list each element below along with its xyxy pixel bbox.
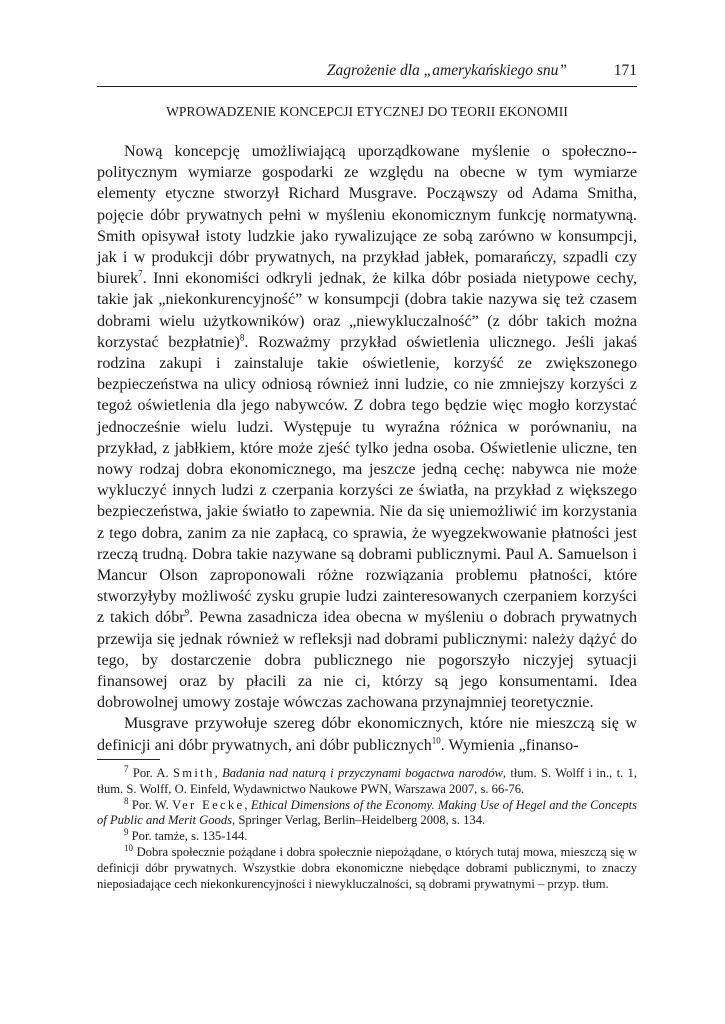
footnote-text: , — [244, 797, 251, 812]
footnote-author: Smith — [172, 766, 215, 780]
footnote-ref-7: 7 — [138, 268, 143, 279]
page-number: 171 — [613, 62, 637, 79]
footnote-8 — [97, 795, 638, 830]
main-text — [97, 141, 637, 756]
footnotes — [97, 763, 638, 892]
footnote-ref-8: 8 — [239, 332, 245, 343]
footnote-separator — [97, 759, 160, 760]
footnote-text: Por. W. — [128, 797, 173, 812]
paragraph-2-part-b: . Wymienia „finanso- — [440, 736, 579, 754]
footnote-author: Ver Eecke — [172, 797, 245, 812]
paragraph-1-part-a: Nową koncepcję umożliwiającą uporządkowane myślenie o społeczno--politycznym wymiarze gospodarki ze względu na obecne w tym wymiarze elementy etyczne stworzył Richard Musgrave. Począwszy od Adama Smitha, pojęcie dóbr prywatnych pełni w myśleniu ekonomicznym funkcję normatywną. Smith opisywał istoty ludzkie jako rywalizujące ze sobą zarówno w konsumpcji, jak i w produkcji dóbr prywatnych, na przykład jabłek, pomarańczy, szpadli czy biurek — [97, 143, 637, 288]
footnote-text: Por. tamże, s. 135-144. — [128, 829, 248, 844]
footnote-7 — [97, 763, 637, 798]
footnote-number: 8 — [124, 795, 129, 806]
footnote-book-title: Badania nad naturą i przyczynami bogactwa narodów — [222, 766, 503, 780]
paragraph-1-part-b: . Inni ekonomiści odkryli jednak, że kilka dóbr posiada nietypowe cechy, takie jak „niekonkurencyjność” w konsumpcji (dobra takie nazywa się też czasem dobrami wielu użytkowników) oraz „niewykluczalność” (z dóbr takich można korzystać bezpłatnie) — [97, 270, 637, 351]
paragraph-1-part-d: . Pewna zasadnicza idea obecna w myśleniu o dobrach prywatnych przewija się jednak również w refleksji nad dobrami publicznymi: należy dążyć do tego, by dostarczenie dobra publicznego nie pogorszyło niczyjej sytuacji finansowej oraz by płacili za nie ci, którzy są jego konsumentami. Idea dobrowolnej umowy zostaje wówczas zachowana przynajmniej teoretycznie. — [97, 609, 638, 712]
paragraph-2 — [97, 713, 637, 755]
running-title: Zagrożenie dla „amerykańskiego snu” — [326, 62, 567, 79]
footnote-text: , tłum. S. Wolff i in., t. 1, tłum. S. Wolff, O. Einfeld, Wydawnictwo Naukowe PWN, Warszawa 2007, s. 66-76. — [97, 766, 637, 796]
footnote-9 — [97, 829, 637, 845]
footnote-book-title: Ethical Dimensions of the Economy. Making Use of Hegel and the Concepts of Public and Merit Goods — [97, 797, 638, 828]
section-heading: WPROWADZENIE KONCEPCJI ETYCZNEJ DO TEORII EKONOMII — [166, 104, 568, 119]
footnote-text: , — [214, 766, 223, 780]
footnote-number: 10 — [124, 842, 133, 853]
footnote-ref-10: 10 — [431, 735, 441, 746]
footnote-number: 7 — [124, 763, 129, 774]
footnote-10 — [97, 842, 637, 892]
running-header — [97, 60, 637, 87]
footnote-text: Por. A. — [128, 766, 173, 780]
footnote-text: Dobra społecznie pożądane i dobra społecznie niepożądane, o których tutaj mowa, mieszczą się w definicji dóbr prywatnych. Wszystkie dobra ekonomiczne niebędące dobrami publicznymi, to znaczy nieposiadające cech niekonkurencyjności i niewykluczalności, są dobrami prywatnymi – przyp. tłum. — [97, 844, 637, 891]
paragraph-1 — [97, 141, 637, 713]
footnote-ref-9: 9 — [184, 608, 190, 619]
paragraph-2-part-a: Musgrave przywołuje szereg dóbr ekonomicznych, które nie mieszczą się w definicji ani dóbr prywatnych, ani dóbr publicznych — [97, 715, 637, 754]
footnote-text: , Springer Verlag, Berlin–Heidelberg 2008, s. 134. — [232, 813, 486, 828]
footnote-number: 9 — [124, 827, 129, 837]
paragraph-1-part-c: . Rozważmy przykład oświetlenia ulicznego. Jeśli jakaś rodzina zakupi i zainstaluje takie oświetlenie, korzyść ze zwiększonego bezpieczeństwa na ulicy odniosą również inni ludzie, co nie zmniejszy korzyści z tegoż oświetlenia dla jego nabywców. Z dobra tego będzie więc mogło korzystać jednocześnie wielu ludzi. Występuje tu wyraźna różnica w porównaniu, na przykład, z jabłkiem, które może zjeść tylko jedna osoba. Oświetlenie uliczne, ten nowy rodzaj dobra ekonomicznego, ma jeszcze jedną cechę: nabywca nie może wykluczyć innych ludzi z czerpania korzyści ze światła, na przykład z większego bezpieczeństwa, jakie światło to zapewnia. Nie da się uniemożliwić im korzystania z tego dobra, zanim za nie zapłacą, co sprawia, że wyegzekwowanie płatności jest rzeczą trudną. Dobra takie nazywane są dobrami publicznymi. Paul A. Samuelson i Mancur Olson zaproponowali różne rozwiązania problemu płatności, które stworzyłyby możliwość zysku grupie ludzi zainteresowanych czerpaniem korzyści z takich dóbr — [97, 333, 637, 627]
